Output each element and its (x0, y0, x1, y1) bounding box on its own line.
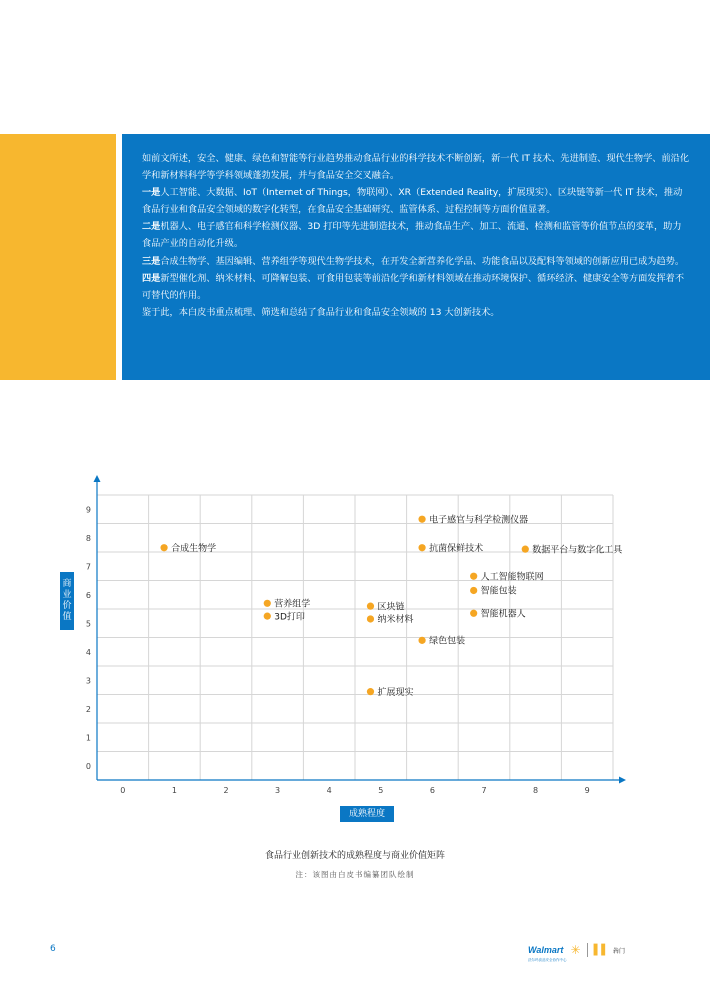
y-tick-label: 3 (85, 676, 91, 686)
partner-mark-icon: ▌▌ (593, 944, 609, 956)
intro-lead-3: 三是 (142, 255, 161, 267)
x-tick-label: 5 (378, 786, 384, 795)
data-point-marker (470, 573, 477, 580)
data-point-label: 智能机器人 (480, 609, 526, 620)
y-tick-label: 2 (85, 704, 91, 714)
data-point-label: 电子感官与科学检测仪器 (429, 515, 529, 526)
x-tick-label: 4 (326, 786, 332, 795)
y-tick-label: 6 (85, 590, 91, 600)
data-point-marker (264, 613, 271, 620)
yellow-accent-bar (0, 134, 116, 380)
partner-logo-text: 犇门 (612, 947, 625, 955)
spark-icon: ✳ (570, 943, 581, 957)
intro-paragraph-2 (142, 184, 690, 218)
x-tick-label: 2 (223, 786, 229, 795)
data-point-marker (367, 603, 374, 610)
data-point-label: 区块链 (377, 602, 405, 613)
walmart-wordmark: Walmart (528, 944, 564, 955)
x-tick-label: 8 (533, 786, 539, 795)
footer-logos (528, 940, 625, 960)
data-point-marker (264, 600, 271, 607)
data-point-label: 智能包装 (480, 586, 517, 597)
y-axis-arrow-icon (94, 475, 101, 482)
matrix-chart-svg (0, 470, 710, 830)
x-tick-label: 3 (275, 786, 281, 795)
chart-caption: 食品行业创新技术的成熟程度与商业价值矩阵 (264, 851, 445, 861)
data-point-marker (367, 615, 374, 622)
data-point-label: 合成生物学 (171, 543, 217, 554)
x-tick-label: 7 (481, 786, 487, 795)
data-point-label: 数据平台与数字化工具 (532, 545, 623, 556)
y-tick-label: 7 (85, 562, 91, 572)
intro-paragraph-1: 如前文所述，安全、健康、绿色和智能等行业趋势推动食品行业的科学技术不断创新，新一代 IT 技术、先进制造、现代生物学、前沿化学和新材料科学等学科领域蓬勃发展，并与食品安全交叉融合。 (142, 153, 690, 182)
walmart-subtitle: 沃尔玛食品安全协作中心 (528, 957, 567, 962)
intro-text-5: 新型催化剂、纳米材料、可降解包装、可食用包装等前沿化学和新材料领域在推动环境保护、循环经济、健康安全等方面发挥着不可替代的作用。 (142, 272, 685, 301)
x-tick-label: 1 (171, 786, 177, 795)
data-point-marker (418, 544, 425, 551)
logo-divider (587, 943, 588, 957)
data-point-marker (522, 546, 529, 553)
data-point-marker (470, 587, 477, 594)
y-tick-label: 9 (85, 505, 91, 515)
intro-text-box (122, 134, 710, 380)
x-tick-label: 9 (584, 786, 590, 795)
page-number: 6 (50, 944, 56, 954)
data-point-marker (367, 688, 374, 695)
data-point-label: 抗菌保鲜技术 (429, 543, 484, 554)
y-tick-label: 4 (85, 647, 91, 657)
intro-lead-2: 二是 (142, 221, 161, 233)
data-point-label: 绿色包装 (429, 636, 466, 647)
x-tick-label: 6 (429, 786, 435, 795)
intro-text-2: 人工智能、大数据、IoT（Internet of Things，物联网）、XR（Extended Reality，扩展现实）、区块链等新一代 IT 技术，推动食品行业和食品安全领域的数字化转型，在食品安全基础研究、监管体系、过程控制等方面价值显著。 (142, 187, 683, 216)
y-tick-label: 0 (85, 761, 91, 771)
intro-paragraph-4 (142, 253, 690, 270)
intro-paragraph-5 (142, 270, 690, 304)
intro-lead-1: 一是 (142, 187, 161, 199)
y-tick-label: 8 (85, 533, 91, 543)
matrix-chart (0, 470, 710, 830)
y-axis-label: 商业 价值 (60, 572, 74, 630)
y-tick-label: 1 (85, 733, 91, 743)
x-axis-arrow-icon (619, 777, 626, 784)
data-point-marker (470, 610, 477, 617)
chart-note: 注：该图由白皮书编纂团队绘制 (295, 870, 415, 879)
data-point-marker (418, 637, 425, 644)
data-point-label: 扩展现实 (377, 687, 414, 698)
x-tick-label: 0 (120, 786, 126, 795)
x-axis-label: 成熟程度 (340, 806, 394, 822)
walmart-logo (528, 938, 567, 963)
data-point-marker (160, 544, 167, 551)
intro-text-4: 合成生物学、基因编辑、营养组学等现代生物学技术，在开发全新营养化学品、功能食品以及配料等领域的创新应用已成为趋势。 (160, 255, 685, 267)
intro-lead-4: 四是 (142, 272, 161, 284)
data-point-label: 营养组学 (274, 599, 311, 610)
data-point-marker (418, 516, 425, 523)
intro-text-3: 机器人、电子感官和科学检测仪器、3D 打印等先进制造技术，推动食品生产、加工、流通、检测和监管等价值节点的变革，助力食品产业的自动化升级。 (142, 221, 682, 250)
intro-paragraph-6: 鉴于此，本白皮书重点梳理、筛选和总结了食品行业和食品安全领域的 13 大创新技术。 (142, 306, 500, 318)
data-point-label: 3D打印 (274, 612, 305, 623)
y-tick-label: 5 (85, 619, 91, 629)
data-point-label: 人工智能物联网 (480, 572, 544, 583)
data-point-label: 纳米材料 (377, 615, 414, 626)
intro-paragraph-3 (142, 218, 690, 252)
